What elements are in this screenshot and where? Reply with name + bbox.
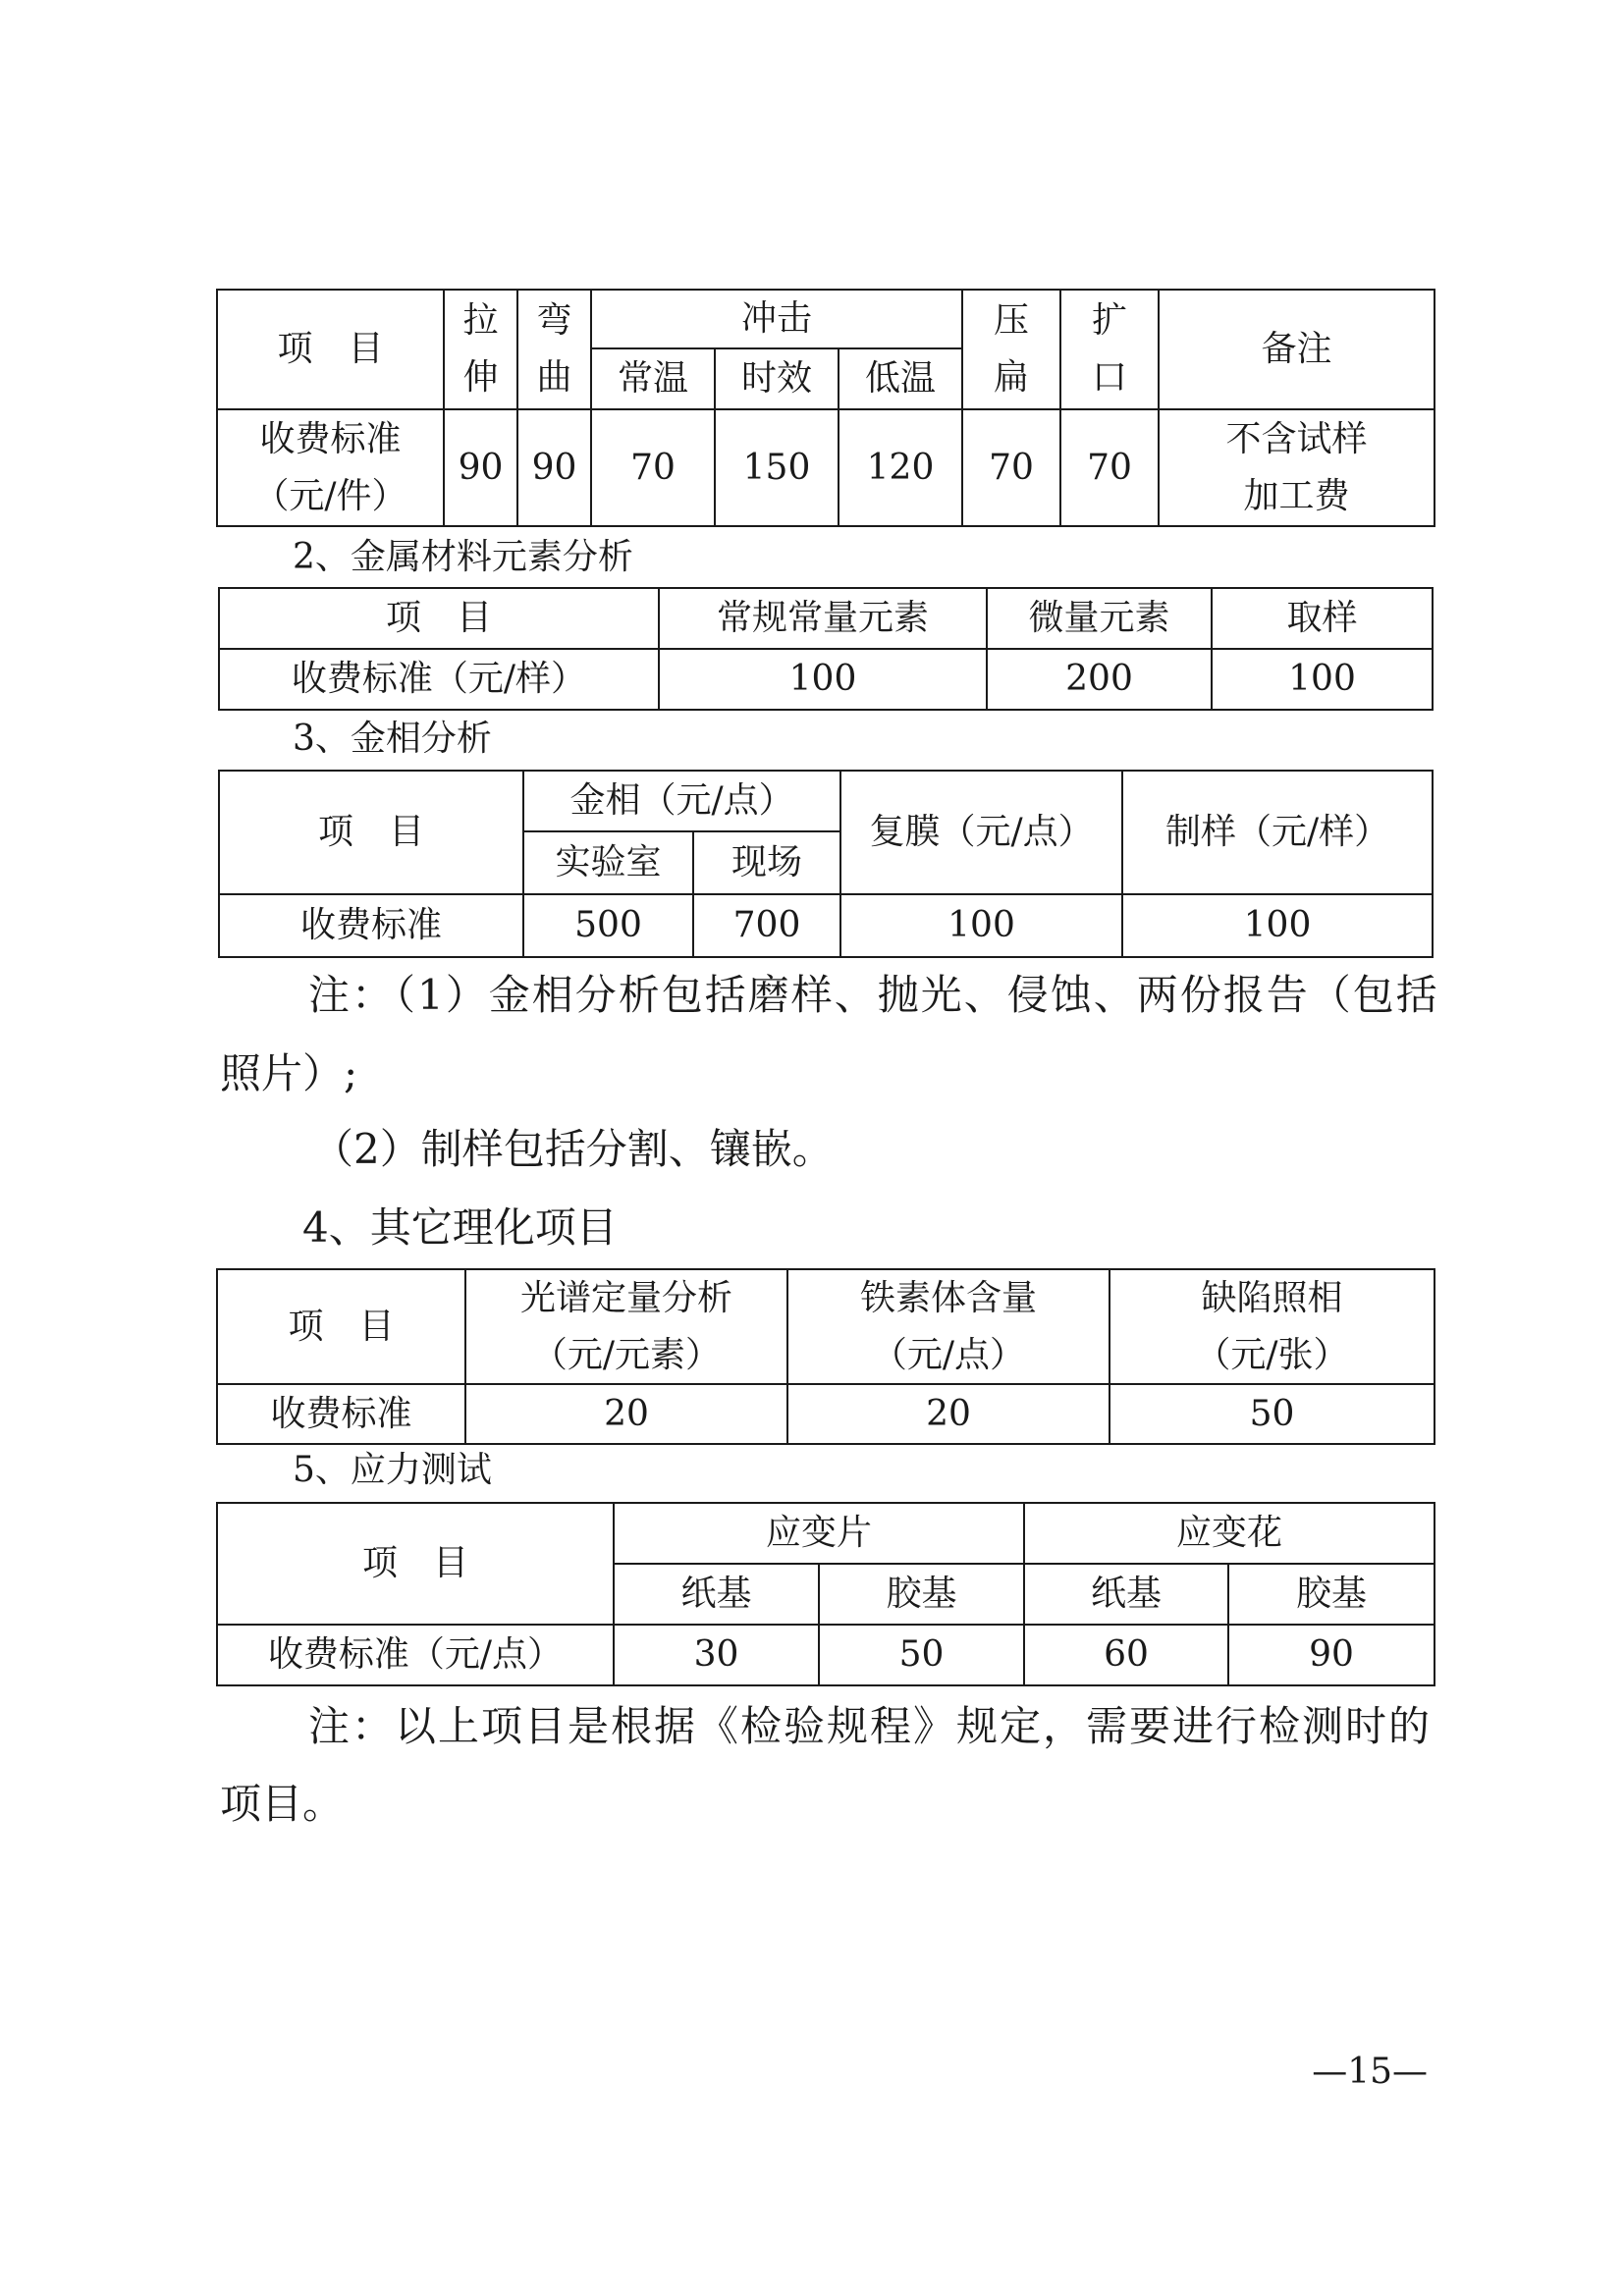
fee-value: 200: [987, 649, 1212, 710]
replica-header: 复膜（元/点）: [840, 771, 1122, 894]
element-analysis-fee-table: [218, 587, 1434, 711]
column-header: 微量元素: [987, 588, 1212, 649]
fee-row-label: 收费标准: [219, 894, 523, 957]
fee-value: 500: [523, 894, 693, 957]
stress-test-fee-table: [216, 1502, 1435, 1686]
metallography-header: 金相（元/点）: [523, 771, 840, 831]
page-number: —15—: [1312, 2052, 1428, 2092]
paper-base-header: 纸基: [1024, 1564, 1228, 1625]
column-header: 铁素体含量 （元/点）: [787, 1269, 1110, 1384]
section-title: 3、金相分析: [293, 719, 492, 759]
note-line: 注：（1）金相分析包括磨样、抛光、侵蚀、两份报告（包括: [308, 971, 1439, 1019]
flatten-header: 压 扁: [962, 290, 1060, 409]
fee-value: 100: [659, 649, 987, 710]
fee-value: 20: [787, 1384, 1110, 1444]
glue-base-header: 胶基: [819, 1564, 1024, 1625]
fee-value: 20: [465, 1384, 787, 1444]
fee-value: 60: [1024, 1625, 1228, 1685]
mechanical-test-fee-table: [216, 289, 1435, 527]
fee-value: 70: [591, 409, 715, 526]
column-header: 光谱定量分析 （元/元素）: [465, 1269, 787, 1384]
strain-rosette-header: 应变花: [1024, 1503, 1435, 1564]
column-header: 常规常量元素: [659, 588, 987, 649]
paper-base-header: 纸基: [614, 1564, 819, 1625]
impact-low-temp-header: 低温: [839, 348, 962, 409]
sample-prep-header: 制样（元/样）: [1122, 771, 1433, 894]
item-header: 项 目: [219, 588, 659, 649]
fee-row-label: 收费标准: [217, 1384, 465, 1444]
note-line: （2）制样包括分割、镶嵌。: [312, 1125, 834, 1173]
fee-value: 100: [840, 894, 1122, 957]
section-title: 2、金属材料元素分析: [293, 537, 633, 577]
impact-header: 冲击: [591, 290, 962, 348]
item-header: 项 目: [217, 1503, 614, 1625]
expand-header: 扩 口: [1060, 290, 1159, 409]
fee-value: 70: [962, 409, 1060, 526]
lab-header: 实验室: [523, 831, 693, 894]
impact-room-temp-header: 常温: [591, 348, 715, 409]
fee-value: 100: [1122, 894, 1433, 957]
glue-base-header: 胶基: [1228, 1564, 1435, 1625]
section-title: 4、其它理化项目: [302, 1203, 618, 1252]
item-header: 项 目: [217, 290, 444, 409]
section-title: 5、应力测试: [293, 1450, 492, 1490]
fee-row-label: 收费标准（元/点）: [217, 1625, 614, 1685]
fee-value: 120: [839, 409, 962, 526]
fee-value: 50: [819, 1625, 1024, 1685]
bend-header: 弯 曲: [517, 290, 591, 409]
fee-value: 100: [1212, 649, 1433, 710]
strain-gauge-header: 应变片: [614, 1503, 1024, 1564]
fee-value: 70: [1060, 409, 1159, 526]
note-line: 注：以上项目是根据《检验规程》规定，需要进行检测时的: [308, 1702, 1433, 1750]
fee-value: 30: [614, 1625, 819, 1685]
item-header: 项 目: [219, 771, 523, 894]
fee-value: 90: [1228, 1625, 1435, 1685]
remark-value: 不含试样 加工费: [1159, 409, 1435, 526]
fee-value: 90: [444, 409, 517, 526]
note-line: 项目。: [220, 1780, 345, 1828]
fee-value: 90: [517, 409, 591, 526]
fee-value: 50: [1110, 1384, 1435, 1444]
item-header: 项 目: [217, 1269, 465, 1384]
column-header: 取样: [1212, 588, 1433, 649]
remark-header: 备注: [1159, 290, 1435, 409]
other-physicochemical-fee-table: [216, 1268, 1435, 1445]
note-line: 照片）;: [220, 1049, 358, 1097]
impact-aging-header: 时效: [715, 348, 839, 409]
fee-row-label: 收费标准（元/样）: [219, 649, 659, 710]
onsite-header: 现场: [693, 831, 840, 894]
metallographic-fee-table: [218, 770, 1434, 958]
tensile-header: 拉 伸: [444, 290, 517, 409]
fee-value: 700: [693, 894, 840, 957]
fee-value: 150: [715, 409, 839, 526]
column-header: 缺陷照相 （元/张）: [1110, 1269, 1435, 1384]
fee-row-label: 收费标准 （元/件）: [217, 409, 444, 526]
